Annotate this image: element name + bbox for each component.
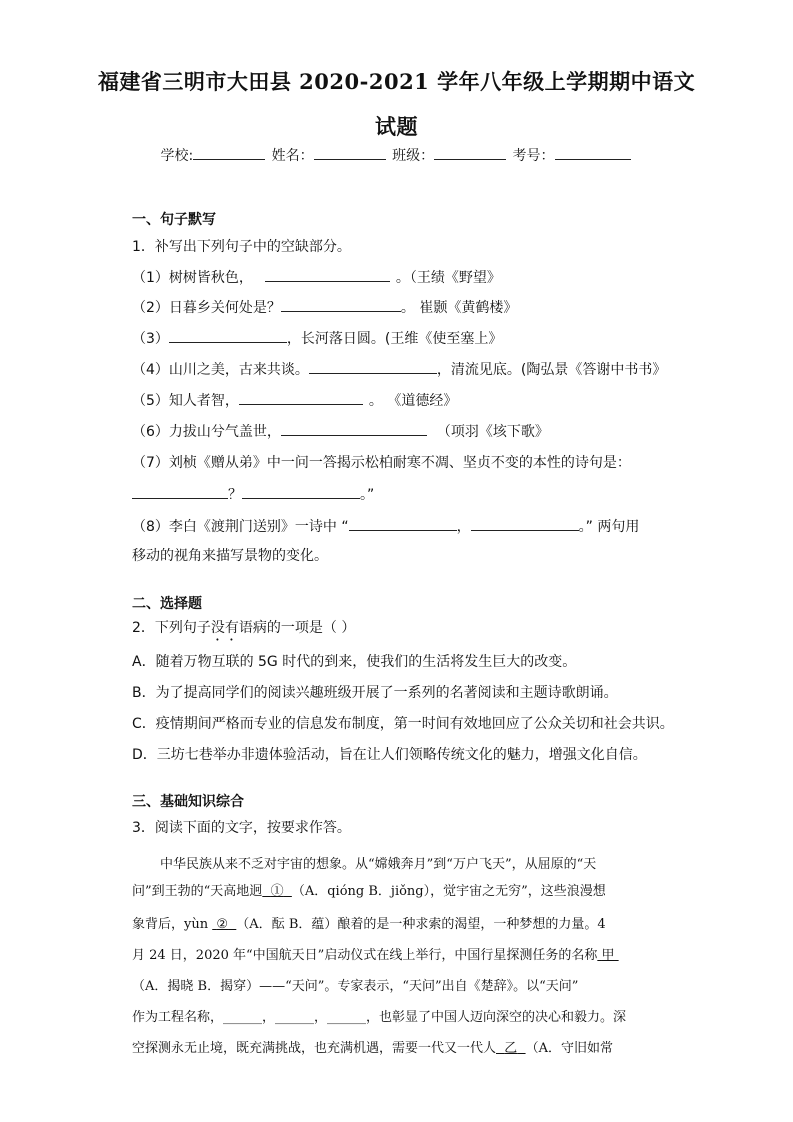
answer-blank[interactable] [169,327,287,343]
passage-line-1: 中华民族从来不乏对宇宙的想象。从“嫦娥奔月”到“万户飞天”，从屈原的“天 [160,857,597,872]
item-text: （8）李白《渡荆门送别》一诗中 “ [132,519,349,535]
item-source: （项羽《垓下歌》 [436,424,549,440]
class-label: 班级： [392,148,435,164]
blank-jia-label: 甲 [601,948,615,963]
exam-no-field[interactable] [555,145,631,160]
item-text: ？ [228,487,242,503]
section1-heading: 一、句子默写 [132,212,216,228]
student-info-line [0,145,793,165]
item-source: 。（王绩《野望》 [395,270,501,286]
q2-prefix: 2．下列句子 [132,620,211,636]
answer-blank[interactable] [349,515,457,531]
item-text: （2）日暮乡关何处是？ [132,300,281,316]
item-text: （6）力拔山兮气盖世， [132,424,281,440]
blank-1[interactable] [262,884,292,899]
answer-blank[interactable] [309,358,437,374]
q1-item-7-blanks [132,483,374,504]
exam-no-label: 考号： [512,148,555,164]
blank-2[interactable] [212,917,236,932]
name-field[interactable] [314,145,386,160]
q2-emphasis: 没有 [210,620,239,636]
q1-item-6 [132,420,549,441]
q2-suffix: 语病的一项是（ ） [238,620,356,636]
answer-blank[interactable] [281,296,401,312]
passage-line-6: 作为工程名称，______，______，______，也彰显了中国人迈向深空的决心和毅力。深 [132,1010,627,1025]
answer-blank[interactable] [239,389,363,405]
answer-blank[interactable] [471,515,579,531]
title-line-1: 福建省三明市大田县 2020-2021 学年八年级上学期期中语文 [97,69,696,94]
q1-item-4 [132,358,666,379]
option-a[interactable]: A．随着万物互联的 5G 时代的到来，使我们的生活将发生巨大的改变。 [132,654,577,670]
q1-item-8 [132,515,639,536]
passage-line-7 [132,1037,662,1056]
item-text: 。” [360,487,375,503]
school-label: 学校: [160,148,194,164]
passage-text: 象背后，yùn [132,917,213,932]
q3-prompt: 3．阅读下面的文字，按要求作答。 [132,820,351,836]
option-c[interactable]: C．疫情期间严格而专业的信息发布制度，第一时间有效地回应了公众关切和社会共识。 [132,716,674,732]
passage-text: （A．守旧如常 [525,1041,613,1056]
blank-2-label: ② [216,917,229,932]
passage-line-4 [132,944,662,963]
item-source: 。 崔颢《黄鹤楼》 [400,300,518,316]
section2-heading: 二、选择题 [132,596,202,612]
q1-item-8-cont: 移动的视角来描写景物的变化。 [132,548,328,564]
q1-item-3 [132,327,502,348]
q2-prompt [132,617,355,644]
item-source: 。 《道德经》 [368,393,458,409]
item-text: （5）知人者智， [132,393,239,409]
item-source: ，长河落日圆。(王维《使至塞上》 [286,331,503,347]
section3-heading: 三、基础知识综合 [132,794,244,810]
option-b[interactable]: B．为了提高同学们的阅读兴趣班级开展了一系列的名著阅读和主题诗歌朗诵。 [132,685,618,701]
answer-blank[interactable] [281,420,427,436]
item-text: 。” 两句用 [578,519,640,535]
option-d[interactable]: D．三坊七巷举办非遗体验活动，旨在让人们领略传统文化的魅力，增强文化自信。 [132,747,647,763]
blank-yi-label: 乙 [504,1041,518,1056]
passage-text: （A．酝 B．蕴）酿着的是一种求索的渴望，一种梦想的力量。4 [236,917,606,932]
answer-blank[interactable] [265,266,390,282]
passage-line-5: （A．揭晓 B．揭穿）——“天问”。专家表示，“天问”出自《楚辞》。以“天问” [132,979,579,994]
q1-item-1 [132,266,501,287]
item-text: （4）山川之美，古来共谈。 [132,362,309,378]
answer-blank[interactable] [132,483,228,499]
blank-1-label: ① [270,884,284,899]
blank-jia[interactable] [597,948,618,963]
school-field[interactable] [193,145,265,160]
passage-text: 月 24 日，2020 年“中国航天日”启动仪式在线上举行，中国行星探测任务的名称 [132,948,598,963]
passage-line-3 [132,913,662,932]
q1-prompt: 1．补写出下列句子中的空缺部分。 [132,239,351,255]
item-text: （1）树树皆秋色， [132,270,253,286]
passage-text: 空探测永无止境，既充满挑战，也充满机遇，需要一代又一代人 [132,1041,497,1056]
class-field[interactable] [434,145,506,160]
item-text: ， [456,519,471,535]
passage-text: （A．qióng B．jiǒng），觉宇宙之无穷”，这些浪漫想 [291,884,606,899]
q1-item-7: （7）刘桢《赠从弟》中一问一答揭示松柏耐寒不凋、坚贞不变的本性的诗句是： [132,455,631,471]
q1-item-5 [132,389,457,410]
blank-yi[interactable] [496,1041,526,1056]
title-line-2: 试题 [375,114,418,139]
item-text: （3） [132,331,169,347]
passage-line-2 [132,880,662,899]
name-label: 姓名： [271,148,314,164]
passage-text: 问”到王勃的“天高地迥 [132,884,263,899]
item-source: ，清流见底。(陶弘景《答谢中书书》 [436,362,667,378]
answer-blank[interactable] [242,483,360,499]
q1-item-2 [132,296,517,317]
